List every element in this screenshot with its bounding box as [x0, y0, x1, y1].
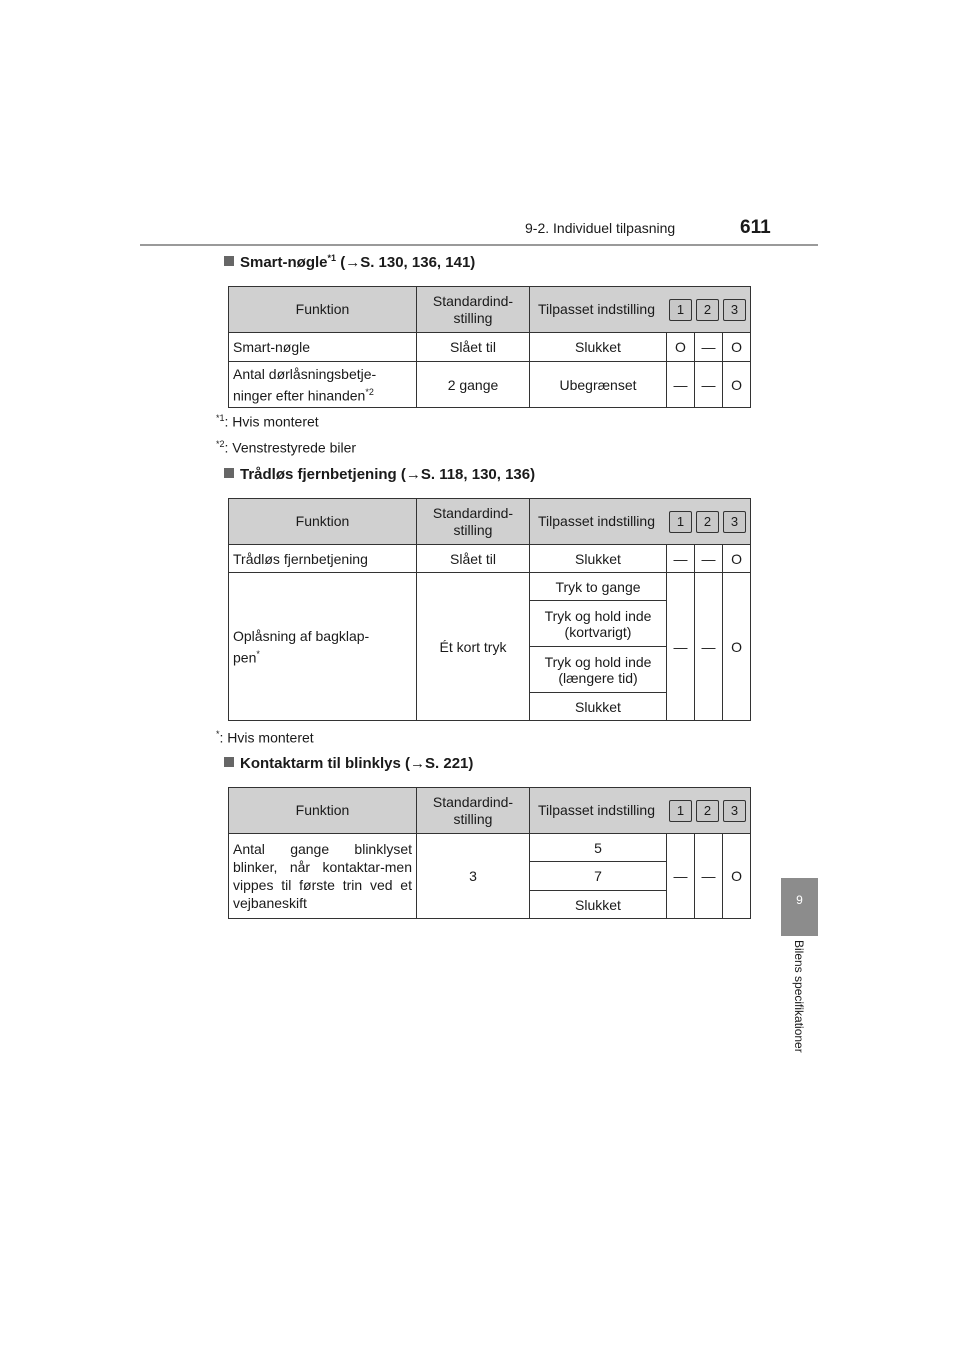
- setting-method-3-icon: 3: [723, 511, 746, 533]
- turn-signal-table: [228, 787, 751, 919]
- table-row: [229, 573, 751, 601]
- col-header-default: Standardind- stilling: [417, 499, 530, 545]
- cell-method-2: —: [695, 362, 723, 408]
- table-row: [229, 545, 751, 573]
- col-header-custom: Tilpasset indstilling 1 2 3: [530, 287, 751, 333]
- setting-method-2-icon: 2: [696, 800, 719, 822]
- smart-key-table: [228, 286, 751, 408]
- cell-method-3: O: [723, 834, 751, 919]
- col-header-default: Standardind- stilling: [417, 287, 530, 333]
- cell-default: Ét kort tryk: [417, 573, 530, 721]
- cell-method-3: O: [723, 333, 751, 362]
- section-title-wireless-remote: Trådløs fjernbetjening (→S. 118, 130, 136): [224, 466, 535, 483]
- chapter-label: [790, 940, 808, 1085]
- cell-default: Slået til: [417, 545, 530, 573]
- footnote-3: *: Hvis monteret: [216, 729, 314, 746]
- section-square-icon: [224, 757, 234, 767]
- header-section-title: 9-2. Individuel tilpasning: [525, 220, 676, 236]
- footnote-2: $^{*2}$: Venstrestyrede biler: [216, 439, 357, 456]
- col-header-default: Standardind- stilling: [417, 788, 530, 834]
- cell-default: Slået til: [417, 333, 530, 362]
- footnote-1: $^{*1}$: Hvis monteret: [216, 413, 319, 430]
- cell-custom: Slukket: [530, 545, 667, 573]
- col-header-function: Funktion: [229, 499, 417, 545]
- chapter-label-text: Bilens specifikationer: [792, 940, 806, 1053]
- col-header-function: Funktion: [229, 287, 417, 333]
- setting-method-3-icon: 3: [723, 800, 746, 822]
- cell-option: Slukket: [530, 891, 667, 919]
- cell-function: Antal gange blinklyset blinker, når kontaktar-men vippes til første trin ved et vejbaneskift: [229, 834, 417, 919]
- cell-default: 3: [417, 834, 530, 919]
- page-reference: (→S. 130, 136, 141): [336, 254, 476, 271]
- section-square-icon: [224, 256, 234, 266]
- table-row: [229, 362, 751, 408]
- cell-option: Slukket: [530, 693, 667, 721]
- setting-method-3-icon: 3: [723, 299, 746, 321]
- cell-option: Tryk og hold inde (kortvarigt): [530, 601, 667, 647]
- cell-method-2: —: [695, 545, 723, 573]
- cell-method-1: O: [667, 333, 695, 362]
- cell-option: Tryk to gange: [530, 573, 667, 601]
- section-title-text: Smart-nøgle: [240, 254, 328, 271]
- section-title-turn-signal: Kontaktarm til blinklys (→S. 221): [224, 755, 473, 772]
- footnote-mark: *1: [327, 253, 337, 263]
- cell-method-3: O: [723, 362, 751, 408]
- cell-method-1: —: [667, 362, 695, 408]
- table-row: [229, 834, 751, 862]
- cell-method-1: —: [667, 573, 695, 721]
- section-square-icon: [224, 468, 234, 478]
- cell-function: Antal dørlåsningsbetje- ninger efter hinanden$^{*2}$: [229, 362, 417, 408]
- cell-method-3: O: [723, 573, 751, 721]
- cell-function: Oplåsning af bagklap- pen*: [229, 573, 417, 721]
- chapter-tab: [781, 878, 818, 936]
- page-number: 611: [740, 217, 771, 238]
- table-row: [229, 333, 751, 362]
- setting-method-1-icon: 1: [669, 299, 692, 321]
- cell-method-3: O: [723, 545, 751, 573]
- cell-default: 2 gange: [417, 362, 530, 408]
- cell-method-1: —: [667, 545, 695, 573]
- col-header-function: Funktion: [229, 788, 417, 834]
- cell-method-2: —: [695, 573, 723, 721]
- wireless-remote-table: [228, 498, 751, 721]
- chapter-number: 9: [796, 893, 803, 907]
- cell-custom: Slukket: [530, 333, 667, 362]
- setting-method-1-icon: 1: [669, 800, 692, 822]
- setting-method-2-icon: 2: [696, 511, 719, 533]
- cell-method-2: —: [695, 834, 723, 919]
- col-header-custom: Tilpasset indstilling 1 2 3: [530, 788, 751, 834]
- section-title-smart-key: [224, 253, 475, 271]
- col-header-custom: Tilpasset indstilling 1 2 3: [530, 499, 751, 545]
- cell-function: Smart-nøgle: [229, 333, 417, 362]
- cell-function: Trådløs fjernbetjening: [229, 545, 417, 573]
- cell-option: 5: [530, 834, 667, 862]
- header-divider: [140, 244, 818, 246]
- setting-method-1-icon: 1: [669, 511, 692, 533]
- cell-option: Tryk og hold inde (længere tid): [530, 647, 667, 693]
- cell-option: 7: [530, 862, 667, 891]
- cell-method-2: —: [695, 333, 723, 362]
- cell-method-1: —: [667, 834, 695, 919]
- cell-custom: Ubegrænset: [530, 362, 667, 408]
- setting-method-2-icon: 2: [696, 299, 719, 321]
